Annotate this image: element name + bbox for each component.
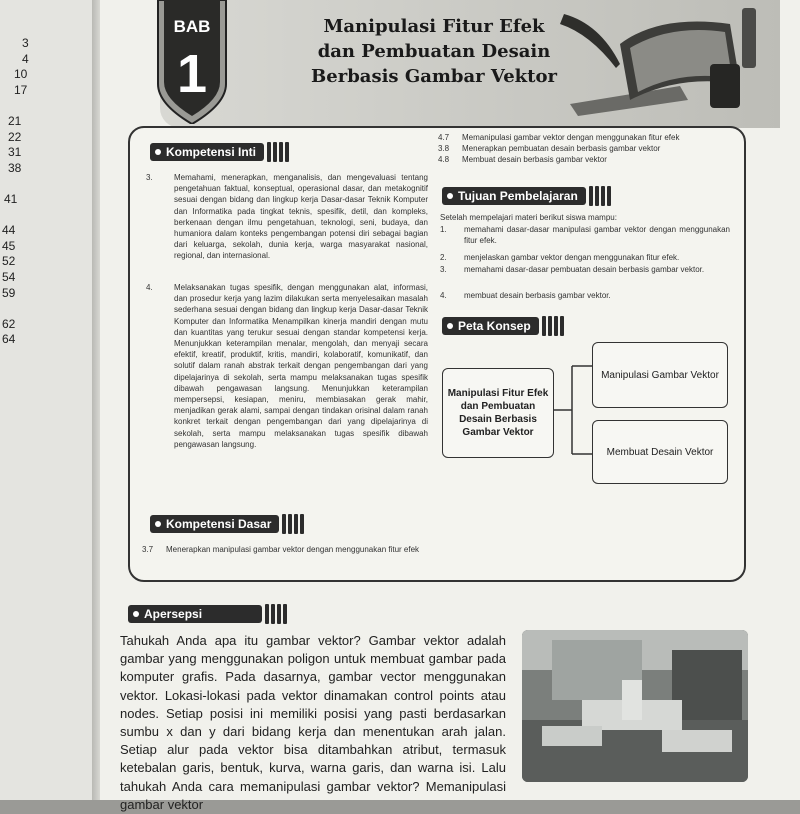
office-photo <box>522 630 748 782</box>
index-number: 10 <box>14 67 28 82</box>
apersepsi-text: Tahukah Anda apa itu gambar vektor? Gambar vektor adalah gambar yang menggunakan poligon untuk membuat gambar pada komputer grafis. Pada dasarnya, gambar vector menggunakan vektor. Lokasi-lokasi pada vektor dinamakan control points atau nodes. Setiap posisi ini memiliki posisi yang pasti berdasarkan sumbu x dan y dari bidang kerja dan menentukan arah jalan. Setiap alur pada vektor bisa ditambahkan atribut, termasuk ketebalan garis, bentuk, kurva, warna garis, dan warna isi. Lalu tahukah Anda cara memanipulasi gambar vektor? Memanipulasi gambar vektor <box>120 633 506 812</box>
index-number: 62 <box>2 316 16 331</box>
ki-item-num: 4. <box>146 283 153 292</box>
kd-item <box>438 154 728 165</box>
bab-label: BAB <box>173 17 211 36</box>
tujuan-item-text: memahami dasar-dasar pembuatan desain berbasis gambar vektor. <box>464 265 705 274</box>
index-number: 22 <box>8 129 22 144</box>
kd-item-text: Memanipulasi gambar vektor dengan menggunakan fitur efek <box>462 133 680 142</box>
kompetensi-inti-label: Kompetensi Inti <box>150 143 264 161</box>
kd-item-num: 4.8 <box>438 155 450 164</box>
peta-konsep-heading <box>442 316 566 336</box>
index-number: 54 <box>2 269 16 284</box>
kd-item-text: Menerapkan pembuatan desain berbasis gambar vektor <box>462 144 661 153</box>
index-number: 59 <box>2 285 16 300</box>
kompetensi-inti-heading <box>150 142 291 162</box>
index-number: 4 <box>22 51 29 66</box>
ki-item-num: 3. <box>146 173 153 182</box>
index-number: 31 <box>8 145 22 160</box>
tujuan-heading <box>442 186 613 206</box>
concept-root-node: Manipulasi Fitur Efek dan Pembuatan Desain Berbasis Gambar Vektor <box>442 368 554 458</box>
chapter-title <box>284 14 584 89</box>
index-number: 21 <box>8 113 22 128</box>
tujuan-item-num: 1. <box>440 225 447 234</box>
scroll-quill-icon <box>560 4 760 116</box>
kd-item-text: Menerapkan manipulasi gambar vektor dengan menggunakan fitur efek <box>166 545 420 554</box>
apersepsi-label: Apersepsi <box>128 605 262 623</box>
kd-item-num: 3.7 <box>142 545 154 554</box>
heading-stripes-icon <box>542 316 566 336</box>
tujuan-item-text: menjelaskan gambar vektor dengan menggunakan fitur efek. <box>464 253 680 262</box>
kd-item <box>438 143 728 154</box>
tujuan-item-text: memahami dasar-dasar manipulasi gambar vektor dengan menggunakan fitur efek. <box>464 225 730 246</box>
concept-map-connector <box>552 362 596 462</box>
peta-konsep-label: Peta Konsep <box>442 317 539 335</box>
index-numbers <box>2 36 29 348</box>
ki-item <box>146 282 428 450</box>
kd-item-text: Membuat desain berbasis gambar vektor <box>462 155 607 164</box>
tujuan-item-num: 4. <box>440 291 447 300</box>
index-number <box>6 208 29 224</box>
tujuan-item <box>440 252 730 263</box>
index-number <box>6 301 29 317</box>
index-number: 45 <box>2 238 16 253</box>
index-number: 38 <box>8 160 22 175</box>
apersepsi-heading <box>128 604 289 624</box>
index-number: 3 <box>22 36 29 50</box>
ki-item <box>146 172 428 262</box>
index-number <box>6 176 29 192</box>
index-number: 41 <box>4 191 18 206</box>
heading-stripes-icon <box>282 514 306 534</box>
tujuan-item-text: membuat desain berbasis gambar vektor. <box>464 291 611 300</box>
kd-item-num: 3.8 <box>438 144 450 153</box>
kd-item <box>142 544 428 555</box>
tujuan-item <box>440 224 730 246</box>
concept-branch-node: Membuat Desain Vektor <box>592 420 728 484</box>
ki-item-text: Memahami, menerapkan, menganalisis, dan mengevaluasi tentang pengetahuan faktual, konseptual, operasional dasar, dan metakognitif sesuai dengan bidang dan lingkup kerja Dasar-dasar Teknik Komputer dan Informatika pada tingkat teknis, spesifik, detil, dan kompleks, berkenaan dengan ilmu pengetahuan, teknologi, seni, budaya, dan humaniora dalam konteks pengembangan potensi diri sebagai bagian dari keluarga, sekolah, dunia kerja, warga masyarakat nasional, regional, dan internasional. <box>174 173 428 261</box>
tujuan-item <box>440 290 730 301</box>
kd-item-num: 4.7 <box>438 133 450 142</box>
office-interior-image <box>522 630 748 782</box>
heading-stripes-icon <box>265 604 289 624</box>
left-page <box>0 0 92 800</box>
tujuan-intro: Setelah mempelajari materi berikut siswa mampu: <box>440 213 617 222</box>
kompetensi-dasar-label: Kompetensi Dasar <box>150 515 279 533</box>
bab-number: 1 <box>176 44 208 104</box>
index-number: 44 <box>2 223 16 238</box>
tujuan-item-num: 2. <box>440 253 447 262</box>
tujuan-item-num: 3. <box>440 265 447 274</box>
tujuan-item <box>440 264 730 275</box>
heading-stripes-icon <box>589 186 613 206</box>
concept-branch-node: Manipulasi Gambar Vektor <box>592 342 728 408</box>
heading-stripes-icon <box>267 142 291 162</box>
index-number <box>6 98 29 114</box>
chapter-title-line: Manipulasi Fitur Efek <box>323 16 545 37</box>
tujuan-label: Tujuan Pembelajaran <box>442 187 586 205</box>
chapter-title-line: dan Pembuatan Desain <box>317 41 551 62</box>
index-number: 52 <box>2 254 16 269</box>
kompetensi-dasar-heading <box>150 514 306 534</box>
ki-item-text: Melaksanakan tugas spesifik, dengan menggunakan alat, informasi, dan prosedur kerja yang lazim dilakukan serta menyelesaikan masalah sederhana sesuai dengan bidang dan lingkup kerja Dasar-dasar Teknik Komputer dan Informatika Menampilkan kinerja mandiri dengan mutu dan kuantitas yang terukur sesuai dengan standar kompetensi kerja. Menunjukkan keterampilan menalar, mengolah, dan menyaji secara efektif, kreatif, produktif, kritis, mandiri, kolaboratif, komunikatif, dan solutif dalam ranah abstrak terkait dengan pengembangan dari yang dipelajarinya di sekolah, serta mampu melaksanakan tugas spesifik dibawah pengawasan langsung. Menunjukkan keterampilan mempersepsi, kesiapan, meniru, membiasakan gerak mahir, menjadikan gerak alami, sampai dengan tindakan orisinal dalam ranah konkret terkait dengan pengembangan dari yang dipelajarinya di sekolah, serta mampu melaksanakan tugas spesifik dibawah pengawasan langsung. <box>174 283 428 449</box>
chapter-shield-icon <box>156 0 228 124</box>
chapter-title-line: Berbasis Gambar Vektor <box>311 66 557 87</box>
kd-item <box>438 132 728 143</box>
index-number: 17 <box>14 82 28 97</box>
index-number: 64 <box>2 332 16 347</box>
